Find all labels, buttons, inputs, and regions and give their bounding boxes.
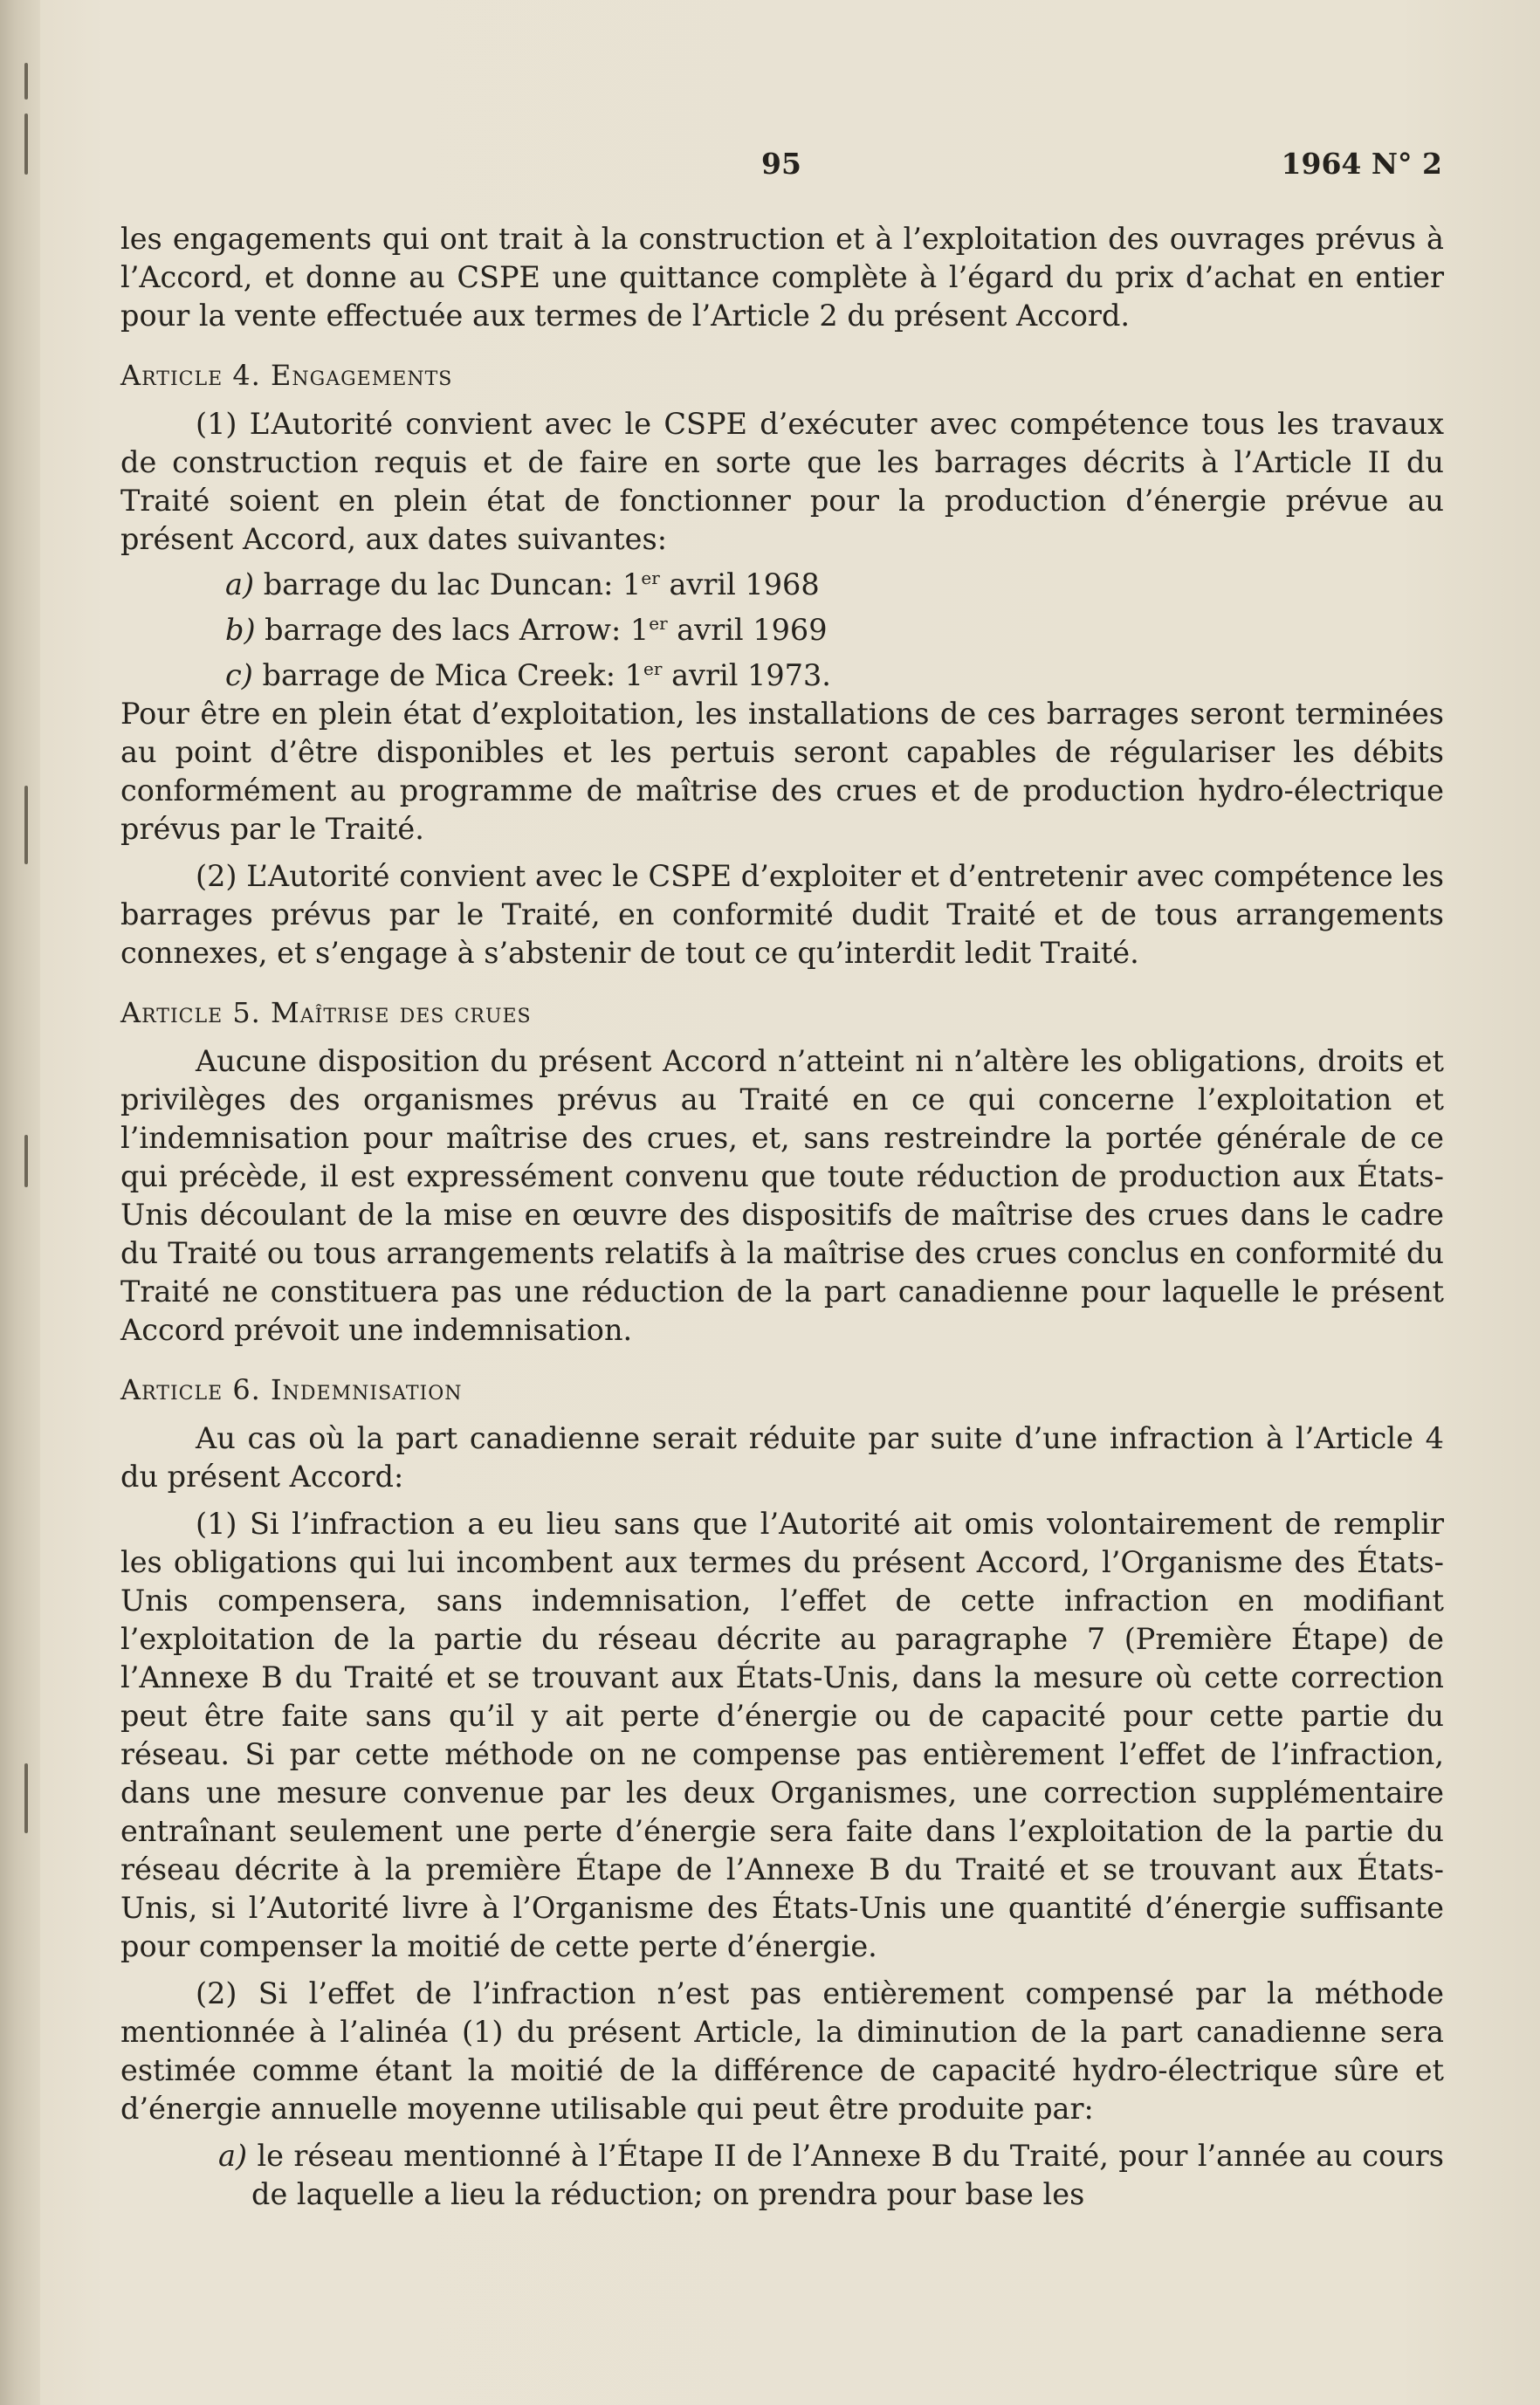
item-label: a) (225, 567, 255, 601)
paragraph: Aucune disposition du présent Accord n’atteint ni n’altère les obligations, droits et privilèges des organismes prévus au Traité en ce qui concerne l’exploitation et l’indemnisation pour maîtrise des crues, et, sans restreindre la portée générale de ce qui précède, il est expressément convenu que toute réduction de production aux États-Unis découlant de la mise en œuvre des dispositifs de maîtrise des crues dans le cadre du Traité ou tous arrangements relatifs à la maîtrise des crues conclus en conformité du Traité ne constituera pas une réduction de la part canadienne pour laquelle le présent Accord prévoit une indemnisation. (120, 1044, 1444, 1347)
item-label: c) (225, 658, 253, 692)
list-item (120, 649, 1444, 695)
item-date: avril 1968 (669, 567, 820, 601)
binding-mark (24, 1135, 28, 1187)
article-4-heading: Article 4. Engagements (120, 359, 453, 392)
item-text: barrage des lacs Arrow: 1 (265, 613, 650, 647)
document-body (120, 220, 1444, 2214)
paragraph: Au cas où la part canadienne serait réduite par suite d’une infraction à l’Article 4 du présent Accord: (120, 1421, 1444, 1494)
list-item (120, 604, 1444, 649)
sub-item (120, 2137, 1444, 2214)
paragraph: (2) Si l’effet de l’infraction n’est pas entièrement compensé par la méthode mentionnée à l’alinéa (1) du présent Article, la diminution de la part canadienne sera estimée comme étant la moitié de la différence de capacité hydro-électrique sûre et d’énergie annuelle moyenne utilisable qui peut être produite par: (120, 1976, 1444, 2126)
item-text: barrage de Mica Creek: 1 (262, 658, 643, 692)
item-label: b) (225, 613, 256, 647)
item-label: a) (218, 2139, 248, 2173)
paragraph: (1) L’Autorité convient avec le CSPE d’exécuter avec compétence tous les travaux de construction requis et de faire en sorte que les barrages décrits à l’Article II du Traité soient en plein état de fonctionner pour la production d’énergie prévue au présent Accord, aux dates suivantes: (120, 407, 1444, 556)
page-number: 95 (761, 147, 801, 181)
volume-number: 1964 N° 2 (1281, 147, 1442, 181)
binding-mark (24, 63, 28, 100)
item-text: le réseau mentionné à l’Étape II de l’Annexe B du Traité, pour l’année au cours de laquelle a lieu la réduction; on prendra pour base les (251, 2139, 1444, 2211)
binding-mark (24, 1763, 28, 1833)
ordinal-suffix: er (643, 658, 663, 679)
article-5-heading: Article 5. Maîtrise des crues (120, 996, 532, 1029)
paragraph: Pour être en plein état d’exploitation, les installations de ces barrages seront terminées au point d’être disponibles et les pertuis seront capables de régulariser les débits conformément au programme de maîtrise des crues et de production hydro-électrique prévus par le Traité. (120, 697, 1444, 846)
item-text: barrage du lac Duncan: 1 (263, 567, 642, 601)
page-header (119, 147, 1446, 190)
article-6-heading: Article 6. Indemnisation (120, 1373, 463, 1406)
list-item (120, 559, 1444, 604)
binding-mark (24, 113, 28, 175)
paragraph: (2) L’Autorité convient avec le CSPE d’exploiter et d’entretenir avec compétence les barrages prévus par le Traité, en conformité dudit Traité et de tous arrangements connexes, et s’engage à s’abstenir de tout ce qu’interdit ledit Traité. (120, 859, 1444, 970)
paragraph: (1) Si l’infraction a eu lieu sans que l’Autorité ait omis volontairement de remplir les obligations qui lui incombent aux termes du présent Accord, l’Organisme des États-Unis compensera, sans indemnisation, l’effet de cette infraction en modifiant l’exploitation de la partie du réseau décrite au paragraphe 7 (Première Étape) de l’Annexe B du Traité et se trouvant aux États-Unis, dans la mesure où cette correction peut être faite sans qu’il y ait perte d’énergie ou de capacité pour cette partie du réseau. Si par cette méthode on ne compense pas entièrement l’effet de l’infraction, dans une mesure convenue par les deux Organismes, une correction supplémentaire entraînant seulement une perte d’énergie sera faite dans l’exploitation de la partie du réseau décrite à la première Étape de l’Annexe B du Traité et se trouvant aux États-Unis, si l’Autorité livre à l’Organisme des États-Unis une quantité d’énergie suffisante pour compenser la moitié de cette perte d’énergie. (120, 1507, 1444, 1963)
paragraph: les engagements qui ont trait à la construction et à l’exploitation des ouvrages prévus à l’Accord, et donne au CSPE une quittance complète à l’égard du prix d’achat en entier pour la vente effectuée aux termes de l’Article 2 du présent Accord. (120, 222, 1444, 333)
binding-edge (0, 0, 40, 2405)
binding-mark (24, 786, 28, 864)
item-date: avril 1969 (677, 613, 828, 647)
ordinal-suffix: er (641, 567, 660, 588)
ordinal-suffix: er (649, 613, 668, 634)
item-date: avril 1973. (671, 658, 831, 692)
